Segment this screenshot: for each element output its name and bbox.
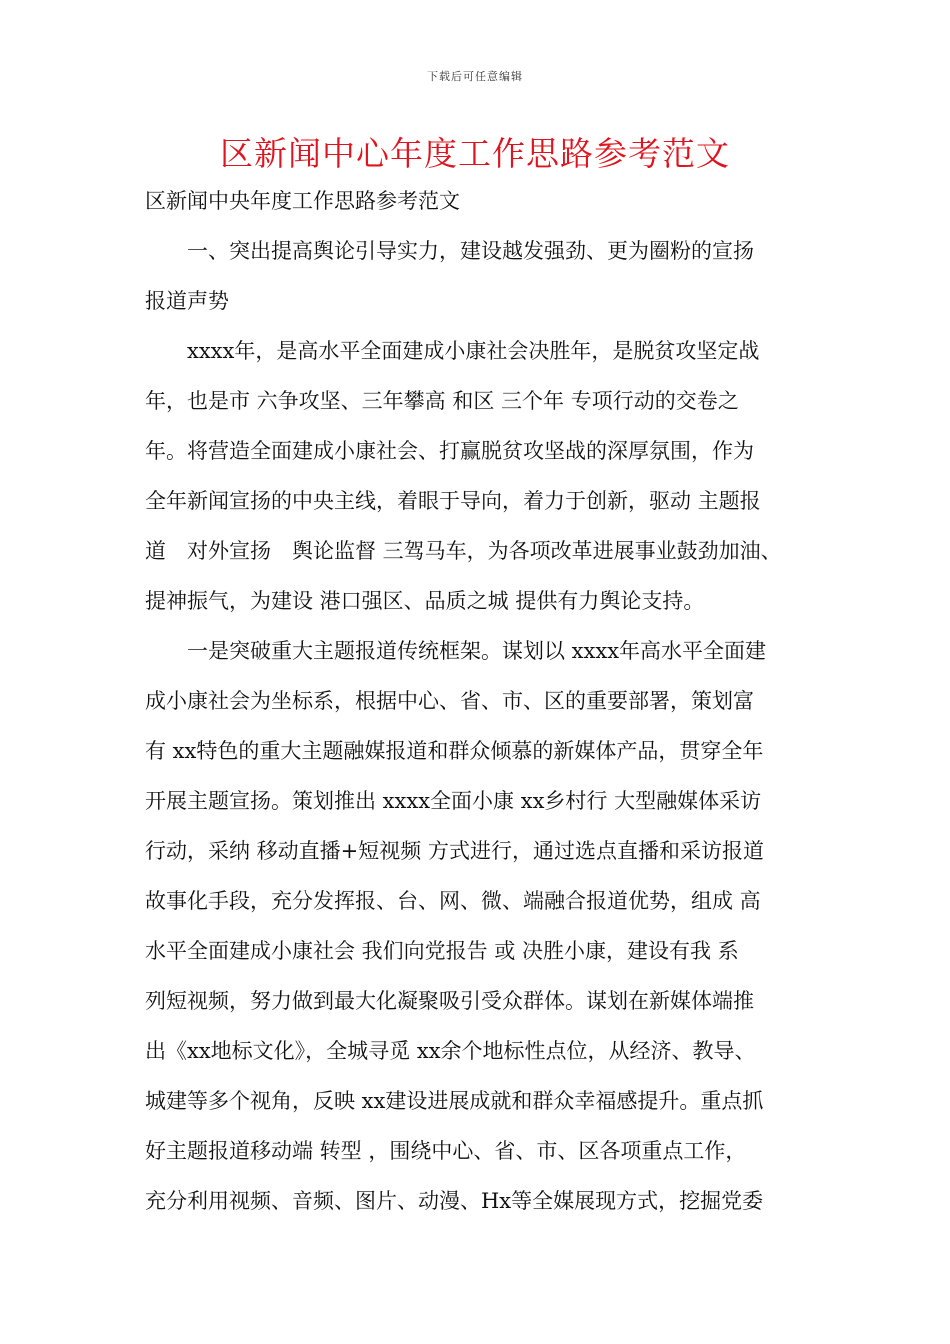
body-line: 年。将营造全面建成小康社会、打赢脱贫攻坚战的深厚氛围，作为 xyxy=(145,439,754,463)
body-line: 充分利用视频、音频、图片、动漫、Hx等全媒展现方式，挖掘党委 xyxy=(145,1189,764,1213)
body-line: 水平全面建成小康社会 我们向党报告 或 决胜小康，建设有我 系 xyxy=(145,939,739,963)
body-line: 有 xx特色的重大主题融媒报道和群众倾慕的新媒体产品，贯穿全年 xyxy=(145,739,764,763)
body-line: 开展主题宣扬。策划推出 xxxx全面小康 xx乡村行 大型融媒体采访 xyxy=(145,789,762,813)
body-line: 列短视频，努力做到最大化凝聚吸引受众群体。谋划在新媒体端推 xyxy=(145,989,754,1013)
body-line: 好主题报道移动端 转型 ，围绕中心、省、市、区各项重点工作， xyxy=(145,1139,747,1163)
document-title: 区新闻中心年度工作思路参考范文 xyxy=(220,134,730,173)
body-line: 全年新闻宣扬的中央主线，着眼于导向，着力于创新，驱动 主题报 xyxy=(145,489,761,513)
body-line: 一是突破重大主题报道传统框架。谋划以 xxxx年高水平全面建 xyxy=(145,639,767,663)
body-line: 年，也是市 六争攻坚、三年攀高 和区 三个年 专项行动的交卷之 xyxy=(145,389,739,413)
body-line: 道 对外宣扬 舆论监督 三驾马车，为各项改革进展事业鼓劲加油、 xyxy=(145,539,782,563)
body-line: 一、突出提高舆论引导实力，建设越发强劲、更为圈粉的宣扬 xyxy=(145,239,754,263)
body-line: 故事化手段，充分发挥报、台、网、微、端融合报道优势，组成 高 xyxy=(145,889,761,913)
body-line: 报道声势 xyxy=(145,289,229,313)
body-line: 提神振气，为建设 港口强区、品质之城 提供有力舆论支持。 xyxy=(145,589,705,613)
header-note: 下载后可任意编辑 xyxy=(427,70,523,83)
body-line: 城建等多个视角，反映 xx建设进展成就和群众幸福感提升。重点抓 xyxy=(145,1089,764,1113)
body-line: xxxx年，是高水平全面建成小康社会决胜年，是脱贫攻坚定战 xyxy=(145,339,760,363)
body-line: 行动，采纳 移动直播+短视频 方式进行，通过选点直播和采访报道 xyxy=(145,839,764,863)
body-line: 出《xx地标文化》，全城寻觅 xx余个地标性点位，从经济、教导、 xyxy=(145,1039,756,1063)
document-subtitle: 区新闻中央年度工作思路参考范文 xyxy=(145,189,460,213)
body-line: 成小康社会为坐标系，根据中心、省、市、区的重要部署，策划富 xyxy=(145,689,754,713)
